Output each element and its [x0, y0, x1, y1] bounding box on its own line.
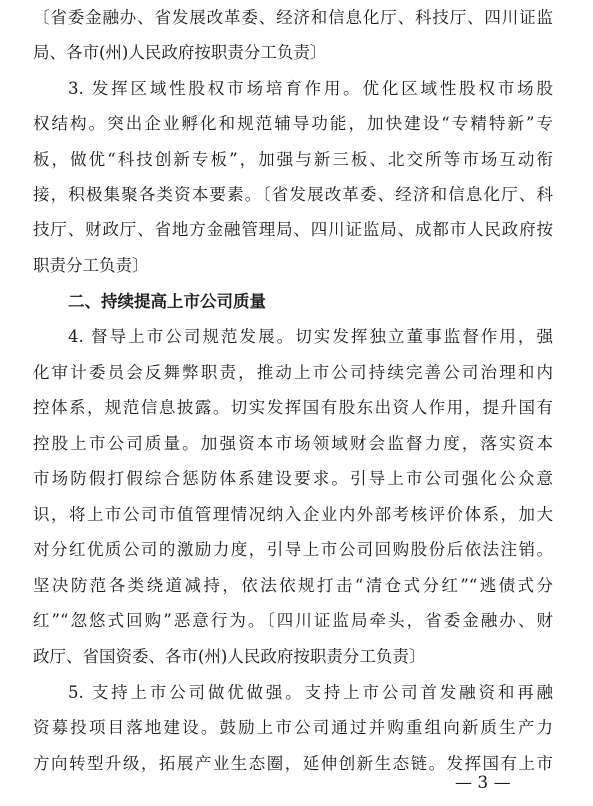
- text-line: 资募投项目落地建设。鼓励上市公司通过并购重组向新质生产力: [33, 718, 553, 737]
- text-line: 职责分工负责〕: [33, 256, 149, 275]
- text-line: 权结构。突出企业孵化和规范辅导功能，加快建设“专精特新”专: [33, 114, 553, 133]
- paragraph-3-first-line: 3. 发挥区域性股权市场培育作用。优化区域性股权市场股: [68, 79, 553, 98]
- text-line: 接，积极集聚各类资本要素。〔省发展改革委、经济和信息化厅、科: [33, 185, 553, 204]
- text-line: 〔省委金融办、省发展改革委、经济和信息化厅、科技厅、四川证监: [33, 8, 553, 27]
- paragraph-5-first-line: 5. 支持上市公司做优做强。支持上市公司首发融资和再融: [68, 683, 553, 702]
- text-line: 化审计委员会反舞弊职责，推动上市公司持续完善公司治理和内: [33, 363, 553, 382]
- text-line: 红”“忽悠式回购”恶意行为。〔四川证监局牵头，省委金融办、财: [33, 611, 553, 630]
- text-line: 局、各市(州)人民政府按职责分工负责〕: [33, 43, 327, 62]
- text-line: 市场防假打假综合惩防体系建设要求。引导上市公司强化公众意: [33, 469, 553, 488]
- text-line: 识，将上市公司市值管理情况纳入企业内外部考核评价体系，加大: [33, 505, 553, 524]
- section-heading: 二、持续提高上市公司质量: [68, 292, 266, 311]
- paragraph-4-first-line: 4. 督导上市公司规范发展。切实发挥独立董事监督作用，强: [68, 327, 553, 346]
- text-line: 控体系，规范信息披露。切实发挥国有股东出资人作用，提升国有: [33, 398, 553, 417]
- page-number: — 3 —: [455, 773, 511, 793]
- text-line: 坚决防范各类绕道减持，依法依规打击“清仓式分红”“逃债式分: [33, 576, 553, 595]
- text-line: 技厅、财政厅、省地方金融管理局、四川证监局、成都市人民政府按: [33, 220, 553, 239]
- text-line: 方向转型升级，拓展产业生态圈，延伸创新生态链。发挥国有上市: [33, 754, 553, 773]
- text-line: 对分红优质公司的激励力度，引导上市公司回购股份后依法注销。: [33, 540, 553, 559]
- text-line: 板，做优“科技创新专板”，加强与新三板、北交所等市场互动衔: [33, 150, 553, 169]
- text-line: 控股上市公司质量。加强资本市场领域财会监督力度，落实资本: [33, 434, 553, 453]
- text-line: 政厅、省国资委、各市(州)人民政府按职责分工负责〕: [33, 647, 426, 666]
